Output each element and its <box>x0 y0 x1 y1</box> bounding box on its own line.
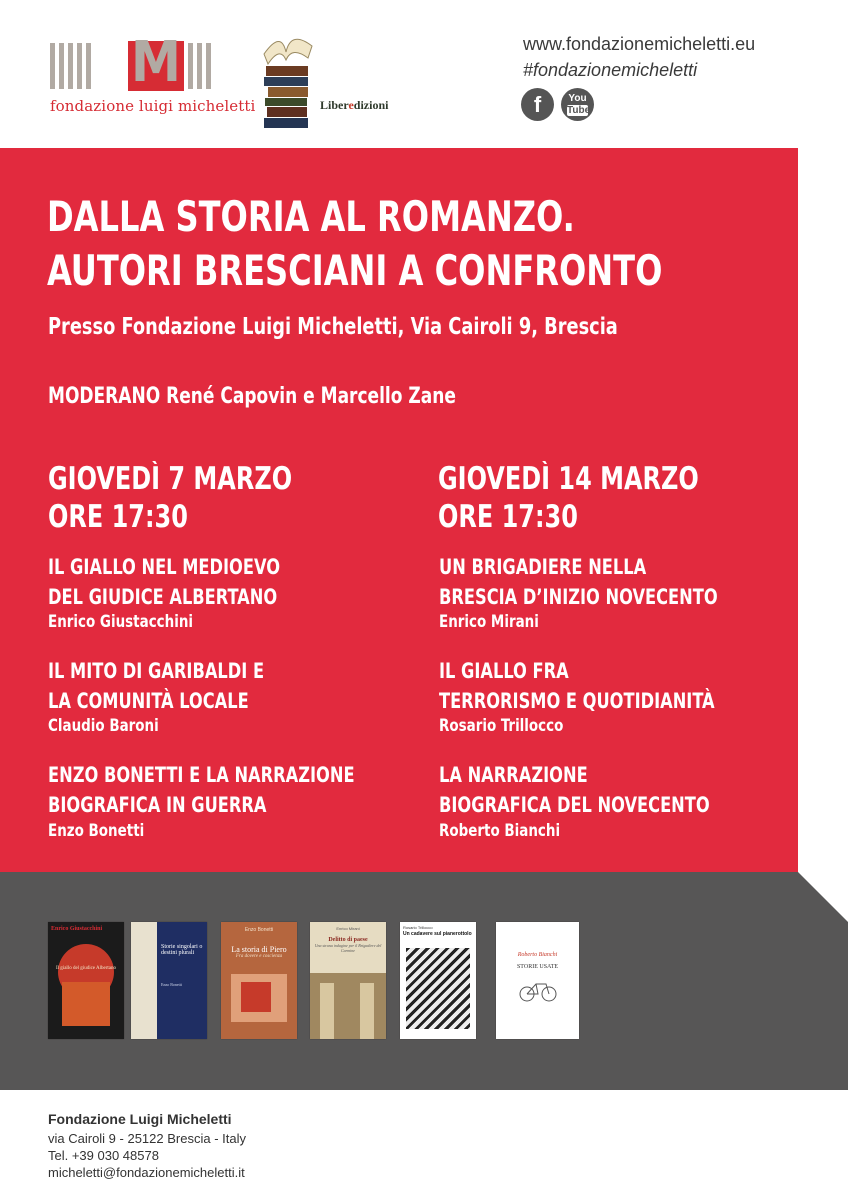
publisher-logo-text: Liberedizioni <box>320 98 389 112</box>
talk-author: Rosario Trillocco <box>439 716 564 736</box>
book-cover-2: Storie singolari o destini plurali Enzo Bonetti <box>131 922 207 1039</box>
event-title: DALLA STORIA AL ROMANZO. AUTORI BRESCIANI A CONFRONTO <box>47 192 663 295</box>
youtube-icon[interactable]: You Tube <box>561 88 594 121</box>
facebook-icon[interactable]: f <box>521 88 554 121</box>
book-cover-5: Rosario Trillocco Un cadavere sul pianerottolo <box>400 922 476 1039</box>
website-link[interactable]: www.fondazionemicheletti.eu <box>523 34 756 54</box>
talk-author: Enrico Giustacchini <box>48 612 194 632</box>
book-cover-1: Enrico Giustacchini Il giallo del giudice Albertano <box>48 922 124 1039</box>
talk-author: Claudio Baroni <box>48 716 159 736</box>
footer-phone: Tel. +39 030 48578 <box>48 1148 159 1163</box>
talk-title: ENZO BONETTI E LA NARRAZIONE BIOGRAFICA IN GUERRA <box>48 763 355 817</box>
footer-organization: Fondazione Luigi Micheletti <box>48 1111 232 1127</box>
footer-email[interactable]: micheletti@fondazionemicheletti.it <box>48 1165 245 1180</box>
book-cover-3: Enzo Bonetti La storia di Piero Fra dovere e coscienza <box>221 922 297 1039</box>
event-venue: Presso Fondazione Luigi Micheletti, Via Cairoli 9, Brescia <box>48 314 618 340</box>
talk-title: IL GIALLO NEL MEDIOEVO DEL GIUDICE ALBERTANO <box>48 555 281 609</box>
day-2-time: ORE 17:30 <box>438 499 578 535</box>
talk-author: Enrico Mirani <box>439 612 539 632</box>
talk-title: IL MITO DI GARIBALDI E LA COMUNITÀ LOCALE <box>48 659 265 713</box>
book-cover-4: Enrico Mirani Delitto di paese Una strana indagine per il Brigadiere del Carmine <box>310 922 386 1039</box>
moderators: MODERANO René Capovin e Marcello Zane <box>48 384 456 409</box>
day-2-date: GIOVEDÌ 14 MARZO ORE 17:30 <box>438 461 699 535</box>
bicycle-icon <box>518 980 558 1002</box>
talk-title: IL GIALLO FRA TERRORISMO E QUOTIDIANITÀ <box>439 659 715 713</box>
logo-m-block <box>128 30 184 95</box>
day-1-time: ORE 17:30 <box>48 499 188 535</box>
talk-author: Enzo Bonetti <box>48 821 145 841</box>
logo-caption: fondazione luigi micheletti <box>50 97 256 115</box>
talk-author: Roberto Bianchi <box>439 821 561 841</box>
footer-address: via Cairoli 9 - 25122 Brescia - Italy <box>48 1131 246 1146</box>
foundation-logo <box>50 30 210 95</box>
logo-m-letter: M <box>130 30 182 95</box>
talk-title: UN BRIGADIERE NELLA BRESCIA D’INIZIO NOVECENTO <box>439 555 718 609</box>
talk-title: LA NARRAZIONE BIOGRAFICA DEL NOVECENTO <box>439 763 710 817</box>
books-stack-logo <box>256 24 316 134</box>
hashtag: #fondazionemicheletti <box>523 60 698 80</box>
day-1-date: GIOVEDÌ 7 MARZO ORE 17:30 <box>48 461 293 535</box>
book-cover-6: Roberto Bianchi STORIE USATE <box>496 922 579 1039</box>
